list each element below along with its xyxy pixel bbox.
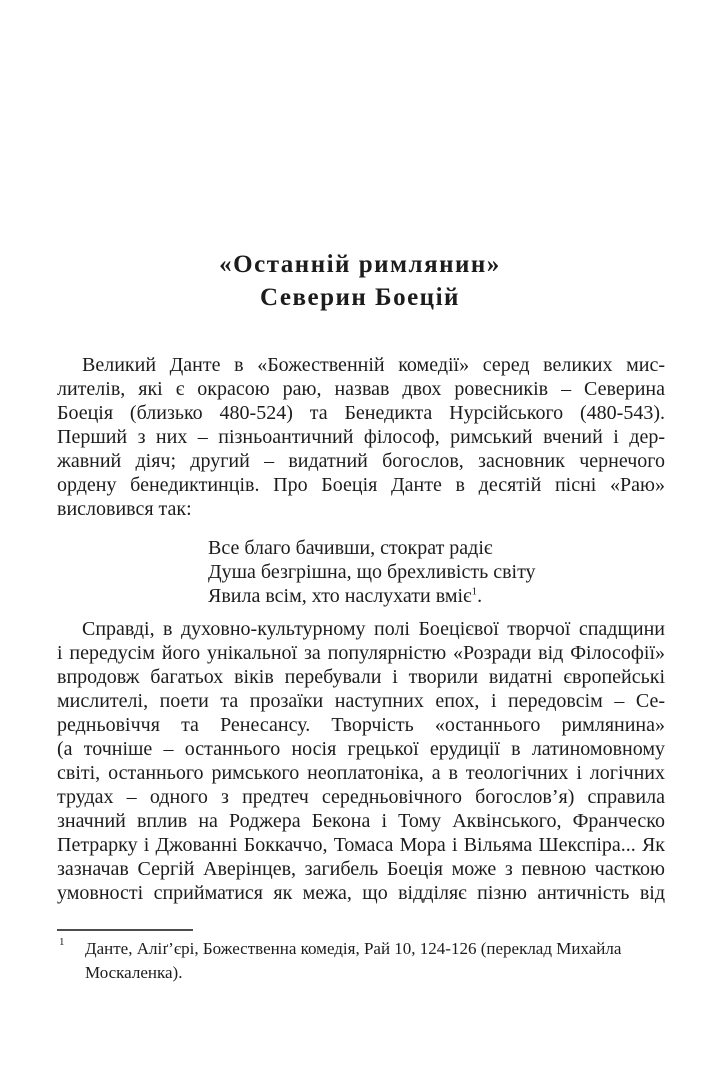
- text-line: Боеція (близько 480-524) та Бенедикта Нурсійського (480-543).: [57, 402, 665, 424]
- paragraph-1: [57, 353, 665, 521]
- verse-line-text: Явила всім, хто наслухати вміє: [208, 585, 472, 607]
- text-line: Петрарку і Джованні Боккаччо, Томаса Мора і Вільяма Шекспіра... Як: [57, 834, 665, 856]
- chapter-title: [0, 248, 720, 314]
- chapter-title-line1: «Останній римлянин»: [219, 251, 501, 278]
- verse-line: Душа безгрішна, що брехливість світу: [208, 561, 536, 583]
- text-line: Великий Данте в «Божественній комедії» серед великих мис-: [82, 354, 665, 376]
- text-line: світі, останнього римського неоплатоніка, а в теологічних і логічних: [57, 762, 665, 784]
- footnote: 1 Данте, Аліґ’єрі, Божественна комедія, Рай 10, 124-126 (переклад Михайла Москаленка).: [57, 937, 657, 985]
- footnote-line: Москаленка).: [85, 963, 183, 982]
- text-line: (а точніше – останнього носія грецької ерудиції в латиномовному: [57, 738, 665, 760]
- footnote-reference: 1: [471, 585, 478, 598]
- paragraph-2: [57, 617, 665, 905]
- verse-line: Все благо бачивши, стократ радіє: [208, 537, 493, 559]
- text-line: значний вплив на Роджера Бекона і Тому Аквінського, Франческо: [57, 810, 665, 832]
- footnote-line: Данте, Аліґ’єрі, Божественна комедія, Рай 10, 124-126 (переклад Михайла: [85, 939, 622, 958]
- text-line: умовності сприйматися як межа, що відділяє пізню античність від: [57, 882, 665, 904]
- text-line: ордену бенедиктинців. Про Боеція Данте в десятій пісні «Раю»: [57, 474, 665, 496]
- footnote-divider: [57, 929, 193, 931]
- text-line: жавний діяч; другий – видатний богослов, засновник чернечого: [57, 450, 665, 472]
- text-line: лителів, які є окрасою раю, назвав двох ровесників – Северина: [57, 378, 665, 400]
- text-line: трудах – одного з предтеч середньовічного богослов’я) справила: [57, 786, 665, 808]
- text-line: впродовж багатьох віків перебували і творили видатні європейські: [57, 666, 665, 688]
- text-line: зазначав Сергій Аверінцев, загибель Боеція може з певною часткою: [57, 858, 665, 880]
- chapter-title-line2: Северин Боецій: [260, 284, 460, 311]
- text-line: Справді, в духовно-культурному полі Боецієвої творчої спадщини: [82, 618, 665, 640]
- verse-quote: [208, 536, 536, 608]
- footnote-text: [85, 937, 657, 985]
- verse-line-period: .: [477, 585, 483, 607]
- text-line: мислителі, поети та прозаїки наступних епох, і передовсім – Се-: [57, 690, 665, 712]
- text-line: і передусім його унікальної за популярністю «Розради від Філософії»: [57, 642, 665, 664]
- verse-line: [208, 584, 536, 608]
- text-line: Перший з них – пізньоантичний філософ, римський вчений і дер-: [57, 426, 665, 448]
- text-line: редньовіччя та Ренесансу. Творчість «останнього римлянина»: [57, 714, 665, 736]
- text-line: висловився так:: [57, 498, 192, 520]
